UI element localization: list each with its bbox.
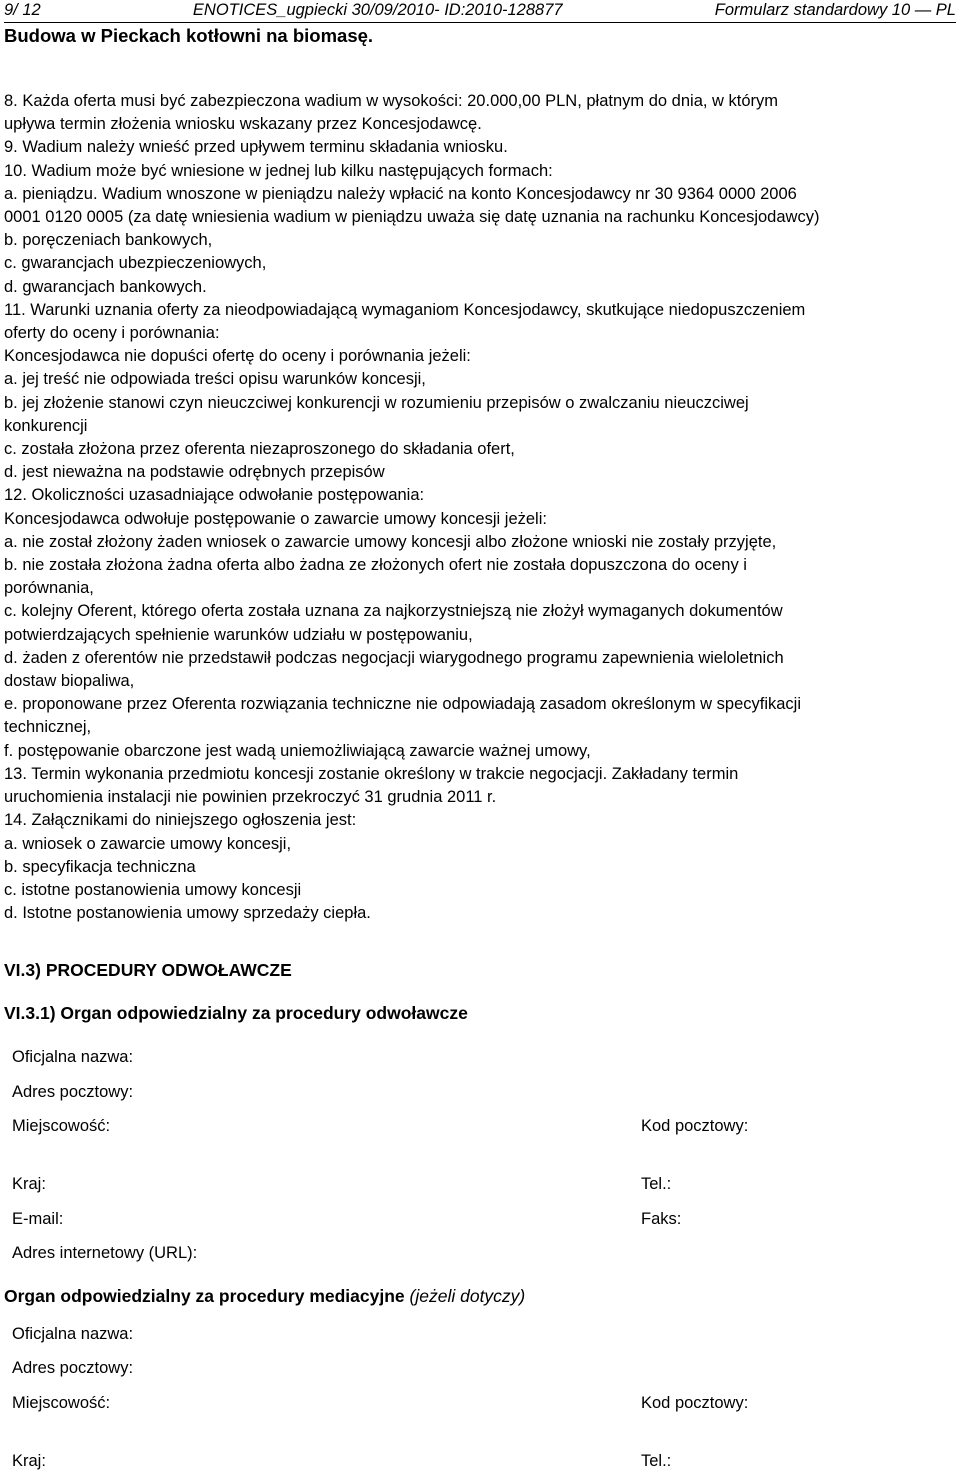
mediation-heading bbox=[4, 1284, 525, 1308]
body-line: b. nie została złożona żadna oferta albo żadna ze złożonych ofert nie została dopuszczona do oceny i bbox=[4, 556, 747, 575]
body-line: 9. Wadium należy wnieść przed upływem terminu składania wniosku. bbox=[4, 138, 508, 157]
body-line: a. wniosek o zawarcie umowy koncesji, bbox=[4, 834, 292, 853]
body-line: a. nie został złożony żaden wniosek o zawarcie umowy koncesji albo złożone wnioski nie zostały przyjęte, bbox=[4, 532, 777, 551]
body-line: porównania, bbox=[4, 579, 94, 598]
appeal-country-label: Kraj: bbox=[12, 1175, 46, 1193]
body-line: konkurencji bbox=[4, 416, 88, 435]
appeal-phone-label: Tel.: bbox=[641, 1175, 672, 1193]
body-line: c. istotne postanowienia umowy koncesji bbox=[4, 880, 302, 899]
body-line: potwierdzających spełnienie warunków udziału w postępowaniu, bbox=[4, 625, 473, 644]
body-line: Koncesjodawca odwołuje postępowanie o zawarcie umowy koncesji jeżeli: bbox=[4, 509, 547, 528]
mediation-city-label: Miejscowość: bbox=[12, 1394, 111, 1412]
body-line: c. gwarancjach ubezpieczeniowych, bbox=[4, 254, 267, 273]
body-line: technicznej, bbox=[4, 718, 92, 737]
body-line: a. jej treść nie odpowiada treści opisu warunków koncesji, bbox=[4, 370, 426, 389]
body-line: b. poręczeniach bankowych, bbox=[4, 231, 213, 250]
body-line: 8. Każda oferta musi być zabezpieczona wadium w wysokości: 20.000,00 PLN, płatnym do dnia, w którym bbox=[4, 92, 779, 110]
section-heading-procedures: VI.3) PROCEDURY ODWOŁAWCZE bbox=[4, 960, 292, 980]
body-line: Koncesjodawca nie dopuści ofertę do oceny i porównania jeżeli: bbox=[4, 347, 471, 366]
body-line: 0001 0120 0005 (za datę wniesienia wadium w pieniądzu uważa się datę uznania na rachunku Koncesjodawcy) bbox=[4, 208, 820, 227]
body-line: 12. Okoliczności uzasadniające odwołanie postępowania: bbox=[4, 486, 425, 505]
notice-id: ENOTICES_ugpiecki 30/09/2010- ID:2010-128877 bbox=[192, 1, 563, 19]
body-line: dostaw biopaliwa, bbox=[4, 672, 135, 691]
body-line: uruchomienia instalacji nie powinien przekroczyć 31 grudnia 2011 r. bbox=[4, 788, 497, 807]
body-text bbox=[4, 90, 956, 925]
body-line: d. jest nieważna na podstawie odrębnych przepisów bbox=[4, 463, 385, 482]
mediation-phone-label: Tel.: bbox=[641, 1452, 672, 1470]
mediation-heading-note: (jeżeli dotyczy) bbox=[409, 1286, 526, 1306]
appeal-url-label: Adres internetowy (URL): bbox=[12, 1244, 198, 1262]
body-line: d. żaden z oferentów nie przedstawił podczas negocjacji wiarygodnego programu zapewnienia wieloletnich bbox=[4, 648, 784, 667]
body-line: 11. Warunki uznania oferty za nieodpowiadającą wymaganiom Koncesjodawcy, skutkujące niedopuszczeniem bbox=[4, 300, 806, 319]
body-line: c. kolejny Oferent, którego oferta została uznana za najkorzystniejszą nie złożył wymaganych dokumentów bbox=[4, 602, 783, 621]
appeal-fax-label: Faks: bbox=[641, 1210, 682, 1228]
body-line: d. Istotne postanowienia umowy sprzedaży ciepła. bbox=[4, 904, 371, 923]
body-line: 14. Załącznikami do niniejszego ogłoszenia jest: bbox=[4, 811, 357, 830]
appeal-city-label: Miejscowość: bbox=[12, 1117, 111, 1135]
body-line: 10. Wadium może być wniesione w jednej lub kilku następujących formach: bbox=[4, 161, 553, 180]
mediation-postal-code-label: Kod pocztowy: bbox=[641, 1394, 749, 1412]
mediation-official-name-label: Oficjalna nazwa: bbox=[12, 1325, 134, 1343]
mediation-country-label: Kraj: bbox=[12, 1452, 46, 1470]
mediation-address-label: Adres pocztowy: bbox=[12, 1359, 134, 1377]
page-header bbox=[4, 0, 956, 23]
appeal-postal-code-label: Kod pocztowy: bbox=[641, 1117, 749, 1135]
body-line: d. gwarancjach bankowych. bbox=[4, 277, 207, 296]
document-title: Budowa w Pieckach kotłowni na biomasę. bbox=[4, 25, 374, 46]
body-line: 13. Termin wykonania przedmiotu koncesji zostanie określony w trakcie negocjacji. Zakładany termin bbox=[4, 764, 739, 783]
appeal-email-label: E-mail: bbox=[12, 1210, 64, 1228]
body-line: upływa termin złożenia wniosku wskazany przez Koncesjodawcę. bbox=[4, 115, 482, 134]
body-line: a. pieniądzu. Wadium wnoszone w pieniądzu należy wpłacić na konto Koncesjodawcy nr 30 9364 0000 2006 bbox=[4, 184, 797, 203]
body-line: e. proponowane przez Oferenta rozwiązania techniczne nie odpowiadają zasadom określonym w specyfikacji bbox=[4, 695, 802, 714]
section-heading-appeal-body: VI.3.1) Organ odpowiedzialny za procedury odwoławcze bbox=[4, 1003, 468, 1023]
mediation-heading-main: Organ odpowiedzialny za procedury mediacyjne bbox=[4, 1286, 405, 1306]
page-number: 9/ 12 bbox=[4, 1, 41, 19]
appeal-address-label: Adres pocztowy: bbox=[12, 1083, 134, 1101]
appeal-official-name-label: Oficjalna nazwa: bbox=[12, 1048, 134, 1066]
body-line: b. jej złożenie stanowi czyn nieuczciwej konkurencji w rozumieniu przepisów o zwalczaniu nieuczciwej bbox=[4, 393, 749, 412]
body-line: f. postępowanie obarczone jest wadą uniemożliwiającą zawarcie ważnej umowy, bbox=[4, 741, 591, 760]
body-line: b. specyfikacja techniczna bbox=[4, 857, 196, 876]
form-type: Formularz standardowy 10 — PL bbox=[714, 1, 956, 19]
body-line: oferty do oceny i porównania: bbox=[4, 324, 220, 343]
body-line: c. została złożona przez oferenta niezaproszonego do składania ofert, bbox=[4, 440, 515, 459]
